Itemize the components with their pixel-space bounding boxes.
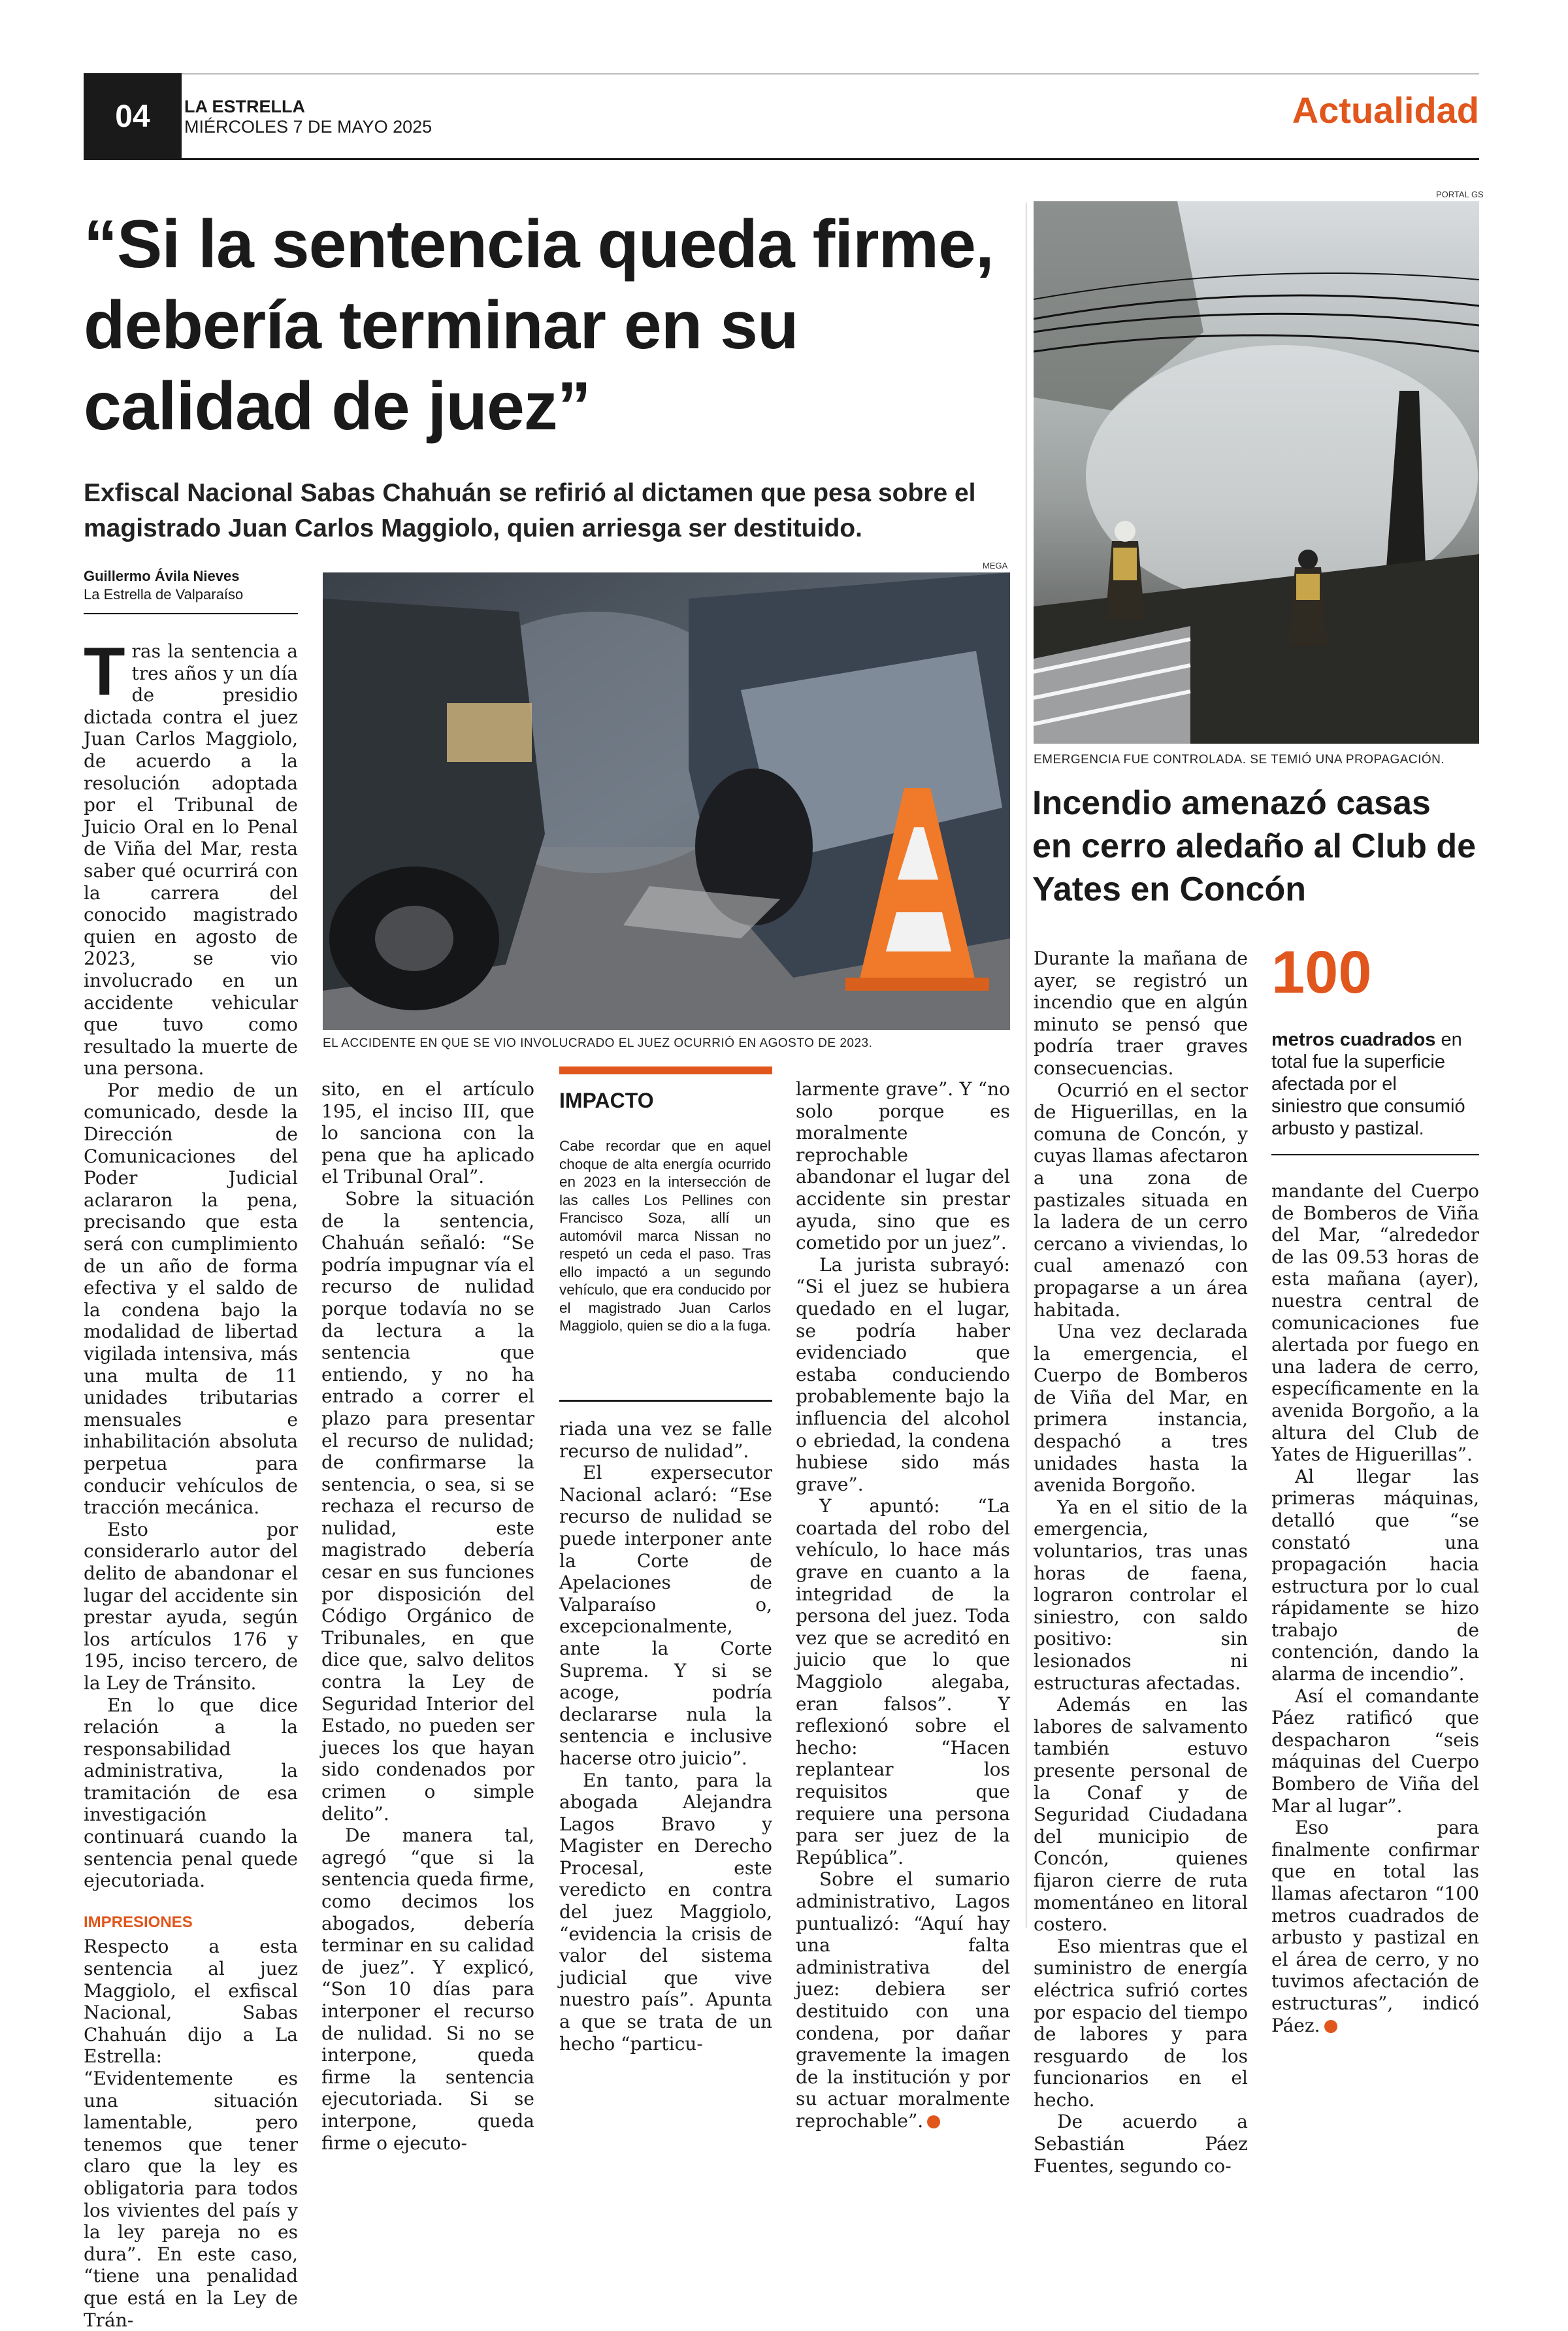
paragraph: Eso mientras que el suministro de energía eléctrica sufrió cortes por espacio del tiempo de labores y para resguardo de los funcionarios en el hecho. xyxy=(1034,1935,1248,2111)
byline-rule xyxy=(84,613,298,614)
paragraph xyxy=(796,1868,1010,2132)
main-dek: Exfiscal Nacional Sabas Chahuán se refirió al dictamen que pesa sobre el magistrado Juan Carlos Maggiolo, quien arriesga ser destituido. xyxy=(84,479,976,542)
paragraph: El expersecutor Nacional aclaró: “Ese recurso de nulidad se puede interponer ante la Corte de Apelaciones de Valparaíso o, excepcionalmente, ante la Corte Suprema. Y si se acoge, podría declararse nula la sentencia e inclusive hacerse otro juicio”. xyxy=(559,1462,772,1769)
subhead-impresiones: IMPRESIONES xyxy=(84,1913,193,1931)
page-number: 04 xyxy=(84,73,182,159)
article-column-4 xyxy=(796,1078,1010,2132)
photo-credit: MEGA xyxy=(983,561,1008,570)
fire-photo xyxy=(1034,201,1479,744)
article-column-2 xyxy=(321,1078,534,2154)
paragraph: Ya en el sitio de la emergencia, voluntarios, tras unas horas de faena, lograron controlar el siniestro, con saldo positivo: sin lesionados ni estructuras afectadas. xyxy=(1034,1496,1248,1694)
byline xyxy=(84,567,243,604)
publication-name: LA ESTRELLA xyxy=(184,97,305,116)
main-headline: “Si la sentencia queda firme, debería terminar en su calidad de juez” xyxy=(84,207,994,444)
stat-rule xyxy=(1271,1154,1479,1155)
paragraph: Al llegar las primeras máquinas, detalló que “se constató una propagación hacia estructura por lo cual rápidamente se hizo trabajo de contención, dando la alarma de incendio”. xyxy=(1271,1465,1479,1685)
paragraph: Además en las labores de salvamento también estuvo presente personal de la Conaf y de Seguridad Ciudadana del municipio de Concón, quienes fijaron cierre de ruta momentáneo en litoral costero. xyxy=(1034,1694,1248,1936)
paragraph-text: Eso para finalmente confirmar que en total las llamas afectaron “100 metros cuadrados de arbusto y pastizal en el área de cerro, y no tuvimos afectación de estructuras”, indicó Páez. xyxy=(1271,1817,1479,2036)
paragraph: La jurista subrayó: “Si el juez se hubiera quedado en el lugar, se podría haber evidenciado que estaba conduciendo probablemente bajo la influencia del alcohol o ebriedad, la condena hubiese sido más grave”. xyxy=(796,1253,1010,1495)
header-rule xyxy=(84,158,1479,160)
masthead xyxy=(184,97,432,137)
paragraph: De acuerdo a Sebastián Páez Fuentes, segundo co- xyxy=(1034,2111,1248,2177)
stat-bold: metros cuadrados xyxy=(1271,1029,1436,1050)
accident-photo xyxy=(323,572,1010,1030)
section-label: Actualidad xyxy=(1292,90,1479,131)
impact-rule xyxy=(559,1400,772,1402)
sidebar-column-1 xyxy=(1034,948,1248,2177)
impact-title: IMPACTO xyxy=(559,1089,654,1112)
paragraph: Esto por considerarlo autor del delito de abandonar el lugar del accidente sin prestar ayuda, según los artículos 176 y 195, inciso tercero, de la Ley de Tránsito. xyxy=(84,1518,298,1694)
accident-photo-caption: EL ACCIDENTE EN QUE SE VIO INVOLUCRADO EL JUEZ OCURRIÓ EN AGOSTO DE 2023. xyxy=(323,1036,873,1050)
sidebar-headline: Incendio amenazó casas en cerro aledaño al Club de Yates en Concón xyxy=(1032,784,1477,908)
paragraph: mandante del Cuerpo de Bomberos de Viña del Mar, “alrededor de las 09.53 horas de esta mañana (ayer), nuestra central de comunicaciones fue alertada por fuego en una ladera de cerro, específicamente en la avenida Borgoño, a la altura del Club de Yates de Higuerillas”. xyxy=(1271,1180,1479,1466)
paragraph: En tanto, para la abogada Alejandra Lagos Bravo y Magister en Derecho Procesal, este veredicto en contra del juez Maggiolo, “evidencia la crisis de valor del sistema judicial que vive nuestro país”. Apunta a que se trata de un hecho “particu- xyxy=(559,1769,772,2055)
paragraph: De manera tal, agregó “que si la sentencia queda firme, como decimos los abogados, debería terminar en su calidad de juez”. Y explicó, “Son 10 días para interponer el recurso de nulidad. Si no se interpone, queda firme la sentencia ejecutoriada. Si se interpone, queda firme o ejecuto- xyxy=(321,1825,534,2154)
article-column-3 xyxy=(559,1418,772,2055)
paragraph: Por medio de un comunicado, desde la Dirección de Comunicaciones del Poder Judicial aclararon la pena, precisando que esta será con cumplimiento de un año de forma efectiva y el saldo de la condena bajo la modalidad de libertad vigilada intensiva, más una multa de 11 unidades tributarias mensuales e inhabilitación absoluta perpetua para conducir vehículos de tracción mecánica. xyxy=(84,1079,298,1519)
paragraph: Durante la mañana de ayer, se registró un incendio que en algún minuto se pensó que podría traer graves consecuencias. xyxy=(1034,948,1248,1079)
paragraph: riada una vez se falle recurso de nulidad”. xyxy=(559,1418,772,1462)
paragraph: Así el comandante Páez ratificó que despacharon “seis máquinas del Cuerpo Bombero de Viña del Mar al lugar”. xyxy=(1271,1685,1479,1817)
paragraph: Y apuntó: “La coartada del robo del vehículo, lo hace más grave en cuanto a la integridad de la persona del juez. Toda vez que se acreditó en juicio que lo que Maggiolo alegaba, eran falsos”. Y reflexionó sobre el hecho: “Hacen replantear los requisitos que requiere una persona para ser juez de la República”. xyxy=(796,1495,1010,1868)
end-mark-icon xyxy=(1324,2020,1337,2033)
byline-name: Guillermo Ávila Nieves xyxy=(84,568,240,584)
paragraph: sito, en el artículo 195, el inciso III, que lo sanciona con la pena que ha aplicado el Tribunal Oral”. xyxy=(321,1078,534,1188)
article-column-1 xyxy=(84,634,298,2331)
stat-number: 100 xyxy=(1271,939,1372,1006)
end-mark-icon xyxy=(927,2115,940,2128)
sidebar-photo-credit: PORTAL GS xyxy=(1436,190,1484,199)
sidebar-column-2 xyxy=(1271,1180,1479,2036)
paragraph-text: Sobre el sumario administrativo, Lagos puntualizó: “Aquí hay una falta administrativa del juez: debiera ser destituido con una condena, por dañar gravemente la imagen de la institución y por su actuar moralmente reprochable”. xyxy=(796,1868,1010,2132)
paragraph: Sobre la situación de la sentencia, Chahuán señaló: “Se podría impugnar vía el recurso de nulidad porque todavía no se da lectura a la sentencia que entiendo, y no ha entrado a correr el plazo para presentar el recurso de nulidad; de confirmarse la sentencia, o sea, si se rechaza el recurso de nulidad, este magistrado debería cesar en sus funciones por disposición del Código Orgánico de Tribunales, en que dice que, salvo delitos contra la Ley de Seguridad Interior del Estado, no pueden ser jueces los que hayan sido condenados por crimen o simple delito”. xyxy=(321,1187,534,1825)
paragraph: Una vez declarada la emergencia, el Cuerpo de Bomberos de Viña del Mar, en primera instancia, despachó a tres unidades hasta la avenida Borgoño. xyxy=(1034,1321,1248,1496)
stat-text: en total fue la superficie afectada por el siniestro que consumió arbusto y pastizal. xyxy=(1271,1029,1465,1139)
byline-outlet: La Estrella de Valparaíso xyxy=(84,586,244,603)
paragraph: larmente grave”. Y “no solo porque es moralmente reprochable abandonar el lugar del accidente sin prestar ayuda, sino que es cometido por un juez”. xyxy=(796,1078,1010,1254)
impact-text: Cabe recordar que en aquel choque de alta energía ocurrido en 2023 en la intersección de las calles Los Pellines con Francisco Soza, allí un automóvil marca Nissan no respetó un ceda el paso. Tras ello impactó a un segundo vehículo, que era conducido por el magistrado Juan Carlos Maggiolo, quien se dio a la fuga. xyxy=(559,1138,771,1334)
fire-photo-caption: EMERGENCIA FUE CONTROLADA. SE TEMIÓ UNA PROPAGACIÓN. xyxy=(1034,753,1445,767)
paragraph: En lo que dice relación a la responsabilidad administrativa, la tramitación de esa investigación continuará cuando la sentencia penal quede ejecutoriada. xyxy=(84,1694,298,1892)
impact-accent-bar xyxy=(559,1066,772,1074)
publication-date: MIÉRCOLES 7 DE MAYO 2025 xyxy=(184,117,433,137)
top-rule xyxy=(84,73,1479,74)
drop-cap: T xyxy=(84,634,125,710)
paragraph: ras la sentencia a tres años y un día de presidio dictada contra el juez Juan Carlos Maggiolo, de acuerdo a la resolución adoptada por el Tribunal de Juicio Oral en lo Penal de Viña del Mar, resta saber qué ocurrirá con la carrera del conocido magistrado quien en agosto de 2023, se vio involucrado en un accidente vehicular que tuvo como resultado la muerte de una persona. xyxy=(84,640,298,1080)
stat-description xyxy=(1271,1029,1467,1140)
paragraph xyxy=(1271,1817,1479,2036)
paragraph: Ocurrió en el sector de Higuerillas, en la comuna de Concón, y cuyas llamas afectaron a una zona de pastizales situada en la ladera de un cerro cercano a viviendas, lo cual amenazó con propagarse a un área habitada. xyxy=(1034,1079,1248,1321)
paragraph: Respecto a esta sentencia al juez Maggiolo, el exfiscal Nacional, Sabas Chahuán dijo a La Estrella: “Evidentemente es una situación lamentable, pero tenemos que tener claro que la ley es obligatoria para todos los vivientes del país y la ley pareja no es dura”. En este caso, “tiene una penalidad que está en la Ley de Trán- xyxy=(84,1936,298,2331)
